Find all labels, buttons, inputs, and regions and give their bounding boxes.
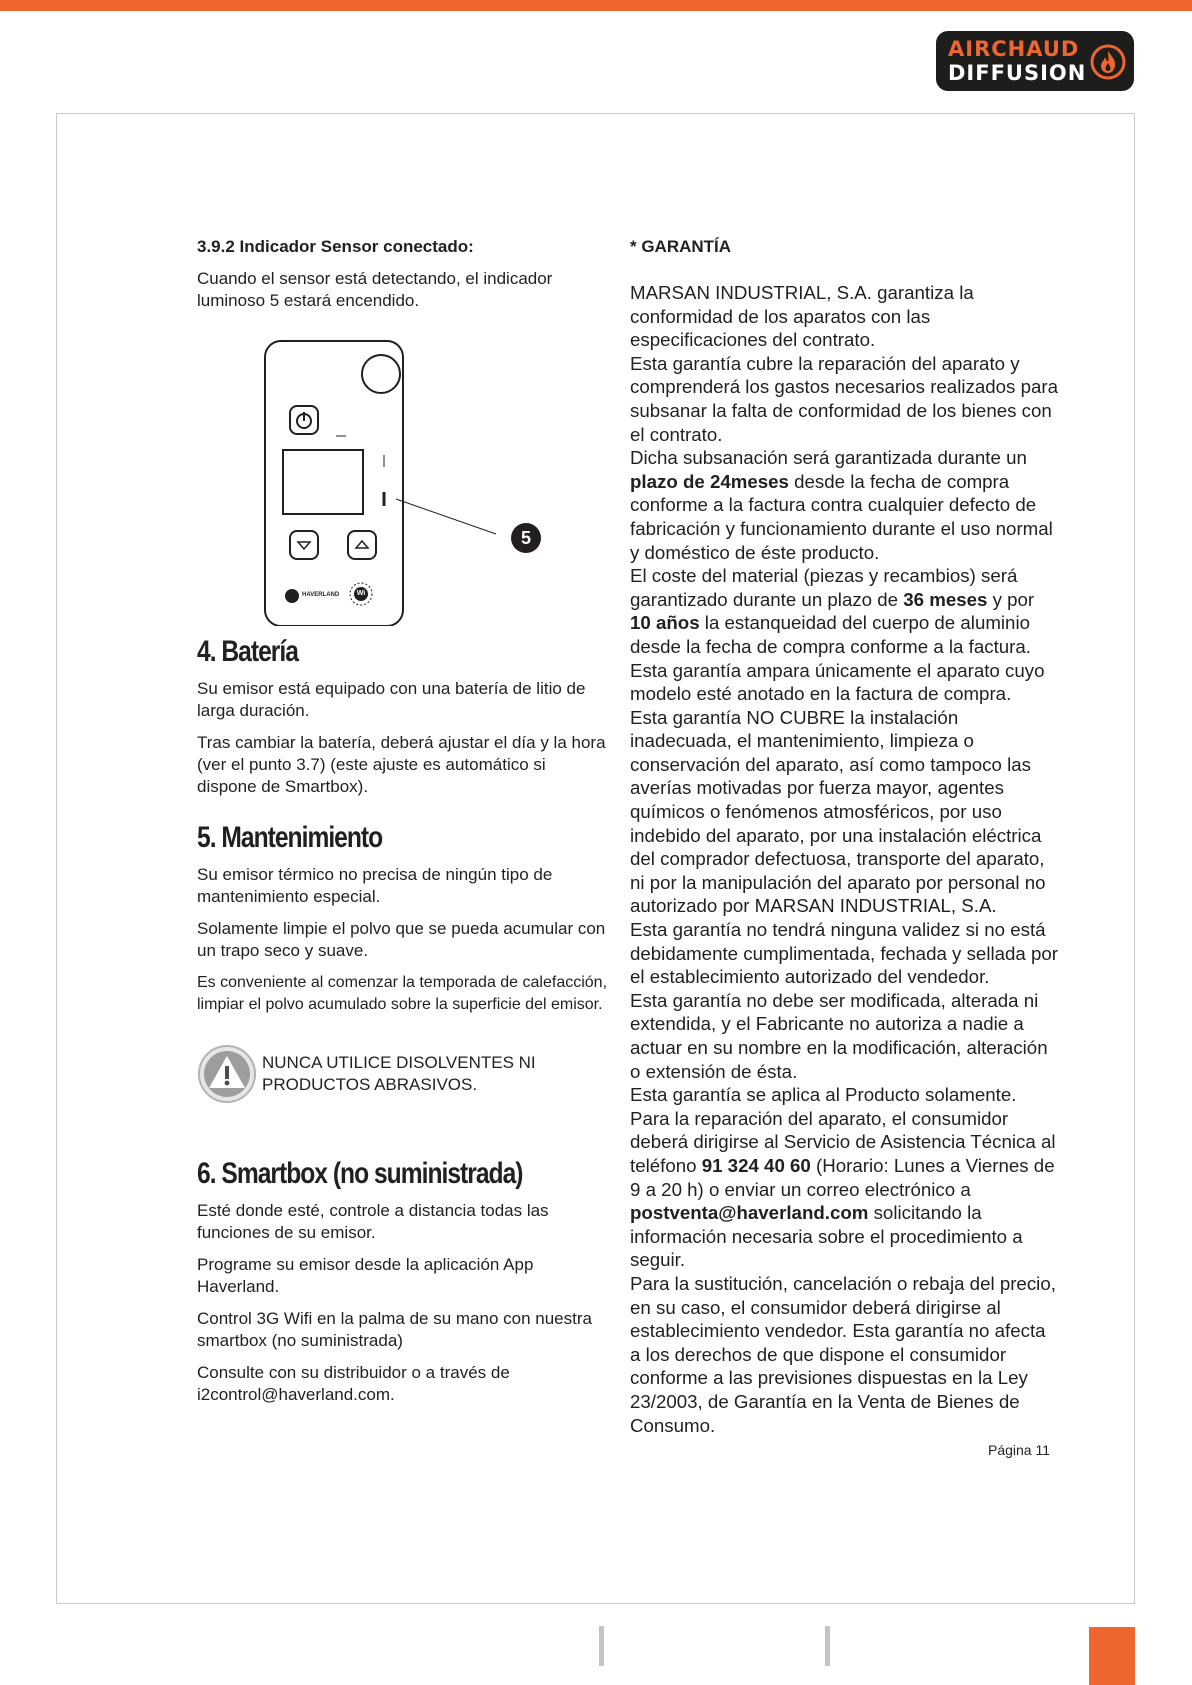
page-number: Página 11: [987, 1442, 1050, 1459]
mantenimiento-paragraph-2: Solamente limpie el polvo que se pueda acumular con un trapo seco y suave.: [197, 919, 606, 960]
garantia-paragraph-1: MARSAN INDUSTRIAL, S.A. garantiza la conformidad de los aparatos con las especificaciones del contrato.: [630, 282, 974, 351]
smartbox-paragraph-4: Consulte con su distribuidor o a través de i2control@haverland.com.: [197, 1363, 510, 1404]
garantia-paragraph-2: Esta garantía cubre la reparación del aparato y comprenderá los gastos necesarios realizados para subsanar la falta de conformidad de los bienes con el contrato.: [630, 352, 1058, 445]
mantenimiento-heading: 5. Mantenimiento: [197, 821, 383, 854]
airchaud-logo: [936, 31, 1134, 91]
garantia-paragraph-7: Esta garantía no tendrá ninguna validez si no está debidamente cumplimentada, fechada y sellada por el establecimiento autorizado del vendedor.: [630, 919, 1059, 988]
haverland-brand: HAVERLAND: [302, 592, 340, 598]
garantia-paragraph-11: Para la sustitución, cancelación o rebaja del precio, en su caso, el consumidor deberá dirigirse al establecimiento vendedor. Esta garantía no afecta a los derechos de que dispone el consumidor conforme a las previsiones dispuestas en la Ley 23/2003, de Garantía en la Venta de Bienes de Consumo.: [630, 1272, 1056, 1436]
right-column: [630, 236, 1060, 1459]
warning-box: [197, 1044, 607, 1108]
smartbox-paragraph-1: Esté donde esté, controle a distancia todas las funciones de su emisor.: [197, 1201, 549, 1242]
smartbox-paragraph-2: Programe su emisor desde la aplicación App Haverland.: [197, 1255, 534, 1296]
smartbox-paragraph-3: Control 3G Wifi en la palma de su mano con nuestra smartbox (no suministrada): [197, 1309, 592, 1350]
garantia-title: * GARANTÍA: [630, 237, 732, 256]
logo-line-1: AIRCHAUD: [948, 37, 1080, 61]
footer-divider-right: [825, 1626, 830, 1666]
garantia-paragraph-8: Esta garantía no debe ser modificada, alterada ni extendida, y el Fabricante no autoriza a nadie a actuar en su nombre en la modificación, alteración o extensión de ésta.: [630, 989, 1048, 1082]
bateria-paragraph-1: Su emisor está equipado con una batería de litio de larga duración.: [197, 679, 586, 720]
mantenimiento-paragraph-3: Es conveniente al comenzar la temporada de calefacción, limpiar el polvo acumulado sobre la superficie del emisor.: [197, 974, 608, 1013]
callout-5: 5: [520, 528, 531, 548]
wifi-badge: Wi: [356, 590, 366, 597]
warning-text: NUNCA UTILICE DISOLVENTES NI PRODUCTOS ABRASIVOS.: [262, 1053, 536, 1094]
footer-divider-left: [599, 1626, 604, 1666]
smartbox-heading: 6. Smartbox (no suministrada): [197, 1157, 523, 1190]
garantia-paragraph-5: Esta garantía ampara únicamente el aparato cuyo modelo esté anotado en la factura de compra.: [630, 659, 1045, 705]
device-illustration: [197, 326, 607, 626]
garantia-paragraph-9: Esta garantía se aplica al Producto solamente.: [630, 1084, 1017, 1106]
section-3-9-2-text: Cuando el sensor está detectando, el indicador luminoso 5 estará encendido.: [197, 269, 553, 310]
garantia-paragraph-3: Dicha subsanación será garantizada durante un plazo de 24meses desde la fecha de compra conforme a la factura contra cualquier defecto de fabricación y funcionamiento durante el uso normal y doméstico de éste producto.: [630, 447, 1053, 563]
section-3-9-2-title: 3.9.2 Indicador Sensor conectado:: [197, 237, 474, 256]
bateria-heading: 4. Batería: [197, 635, 298, 668]
garantia-paragraph-6: Esta garantía NO CUBRE la instalación inadecuada, el mantenimiento, limpieza o conservación del aparato, así como tampoco las averías motivadas por fuerza mayor, agentes químicos o fenómenos atmosféricos, por uso indebido del aparato, por una instalación eléctrica del comprador defectuosa, transporte del aparato, ni por la manipulación del aparato por personal no autorizado por MARSAN INDUSTRIAL, S.A.: [630, 706, 1046, 917]
top-accent-bar: [0, 0, 1192, 11]
bateria-paragraph-2: Tras cambiar la batería, deberá ajustar el día y la hora (ver el punto 3.7) (este ajuste es automático si dispone de Smartbox).: [197, 733, 606, 796]
flame-icon: [1090, 44, 1126, 80]
warning-icon: [197, 1044, 257, 1104]
garantia-paragraph-4: El coste del material (piezas y recambios) será garantizado durante un plazo de 36 meses y por 10 años la estanqueidad del cuerpo de aluminio desde la fecha de compra conforme a la factura.: [630, 565, 1035, 657]
left-column: [197, 236, 607, 1406]
garantia-body: [630, 281, 1060, 1437]
support-email: postventa@haverland.com: [630, 1202, 869, 1224]
footer-accent-block: [1089, 1627, 1135, 1685]
logo-line-2: DIFFUSION: [948, 61, 1087, 85]
mantenimiento-paragraph-1: Su emisor térmico no precisa de ningún tipo de mantenimiento especial.: [197, 865, 553, 906]
garantia-paragraph-10: Para la reparación del aparato, el consumidor deberá dirigirse al Servicio de Asistencia Técnica al teléfono 91 324 40 60 (Horario: Lunes a Viernes de 9 a 20 h) o enviar un correo electrónico a postventa@haverland.com solicitando la información necesaria sobre el procedimiento a seguir.: [630, 1107, 1056, 1271]
thermostat-drawing: [197, 326, 607, 626]
